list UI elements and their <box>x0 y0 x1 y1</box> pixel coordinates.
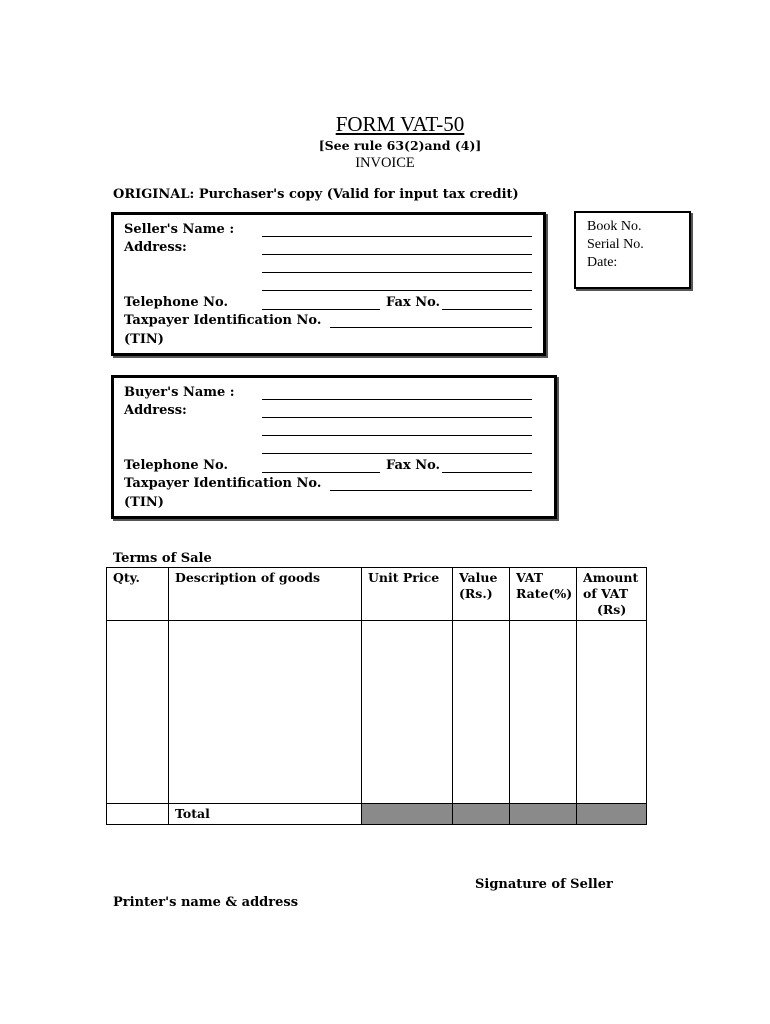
buyer-telephone-field[interactable] <box>262 472 380 473</box>
buyer-tin-field[interactable] <box>330 490 532 491</box>
form-rule: [See rule 63(2)and (4)] <box>318 138 482 153</box>
date-label: Date: <box>587 255 618 270</box>
book-no-label: Book No. <box>587 219 642 234</box>
seller-address-label: Address: <box>124 240 187 255</box>
vat-rate-header: VAT Rate(%) <box>510 568 577 621</box>
value-cell[interactable] <box>453 621 510 804</box>
printer-label: Printer's name & address <box>113 895 299 910</box>
buyer-name-label: Buyer's Name : <box>124 385 235 400</box>
buyer-box <box>111 375 557 519</box>
unit-price-cell[interactable] <box>362 621 453 804</box>
seller-box <box>111 212 546 356</box>
buyer-address-line-1[interactable] <box>262 417 532 418</box>
total-qty-cell <box>107 804 169 825</box>
seller-telephone-label: Telephone No. <box>124 295 228 310</box>
total-value-cell <box>453 804 510 825</box>
buyer-telephone-label: Telephone No. <box>124 458 228 473</box>
seller-name-field[interactable] <box>262 236 532 237</box>
table-header-row <box>107 568 647 621</box>
total-row <box>107 804 647 825</box>
vat-amount-header: Amount of VAT (Rs) <box>577 568 647 621</box>
seller-tin-label: Taxpayer Identification No. <box>124 313 322 328</box>
terms-of-sale-label: Terms of Sale <box>113 551 212 566</box>
seller-telephone-field[interactable] <box>262 309 380 310</box>
goods-table <box>106 567 647 825</box>
total-vat-rate-cell <box>510 804 577 825</box>
seller-fax-field[interactable] <box>442 309 532 310</box>
vat-rate-cell[interactable] <box>510 621 577 804</box>
unit-price-header: Unit Price <box>362 568 453 621</box>
seller-address-line-2[interactable] <box>262 272 532 273</box>
qty-header: Qty. <box>107 568 169 621</box>
value-header: Value (Rs.) <box>453 568 510 621</box>
serial-no-label: Serial No. <box>587 237 644 252</box>
buyer-fax-field[interactable] <box>442 472 532 473</box>
qty-cell[interactable] <box>107 621 169 804</box>
seller-address-line-3[interactable] <box>262 290 532 291</box>
buyer-tin-label: Taxpayer Identification No. <box>124 476 322 491</box>
copy-label: ORIGINAL: Purchaser's copy (Valid for input tax credit) <box>113 187 519 202</box>
vat-amount-cell[interactable] <box>577 621 647 804</box>
description-header: Description of goods <box>169 568 362 621</box>
form-title: FORM VAT-50 <box>335 112 465 136</box>
buyer-address-label: Address: <box>124 403 187 418</box>
book-info-box <box>574 211 691 289</box>
seller-tin-abbr: (TIN) <box>124 332 164 347</box>
total-label: Total <box>169 804 362 825</box>
seller-tin-field[interactable] <box>330 327 532 328</box>
seller-name-label: Seller's Name : <box>124 222 235 237</box>
signature-label: Signature of Seller <box>475 877 613 892</box>
seller-address-line-1[interactable] <box>262 254 532 255</box>
table-row <box>107 621 647 804</box>
seller-fax-label: Fax No. <box>386 295 441 310</box>
buyer-address-line-3[interactable] <box>262 453 532 454</box>
buyer-tin-abbr: (TIN) <box>124 495 164 510</box>
buyer-name-field[interactable] <box>262 399 532 400</box>
form-type: INVOICE <box>355 155 415 171</box>
buyer-address-line-2[interactable] <box>262 435 532 436</box>
total-unit-price-cell <box>362 804 453 825</box>
buyer-fax-label: Fax No. <box>386 458 441 473</box>
total-vat-amount-cell <box>577 804 647 825</box>
description-cell[interactable] <box>169 621 362 804</box>
